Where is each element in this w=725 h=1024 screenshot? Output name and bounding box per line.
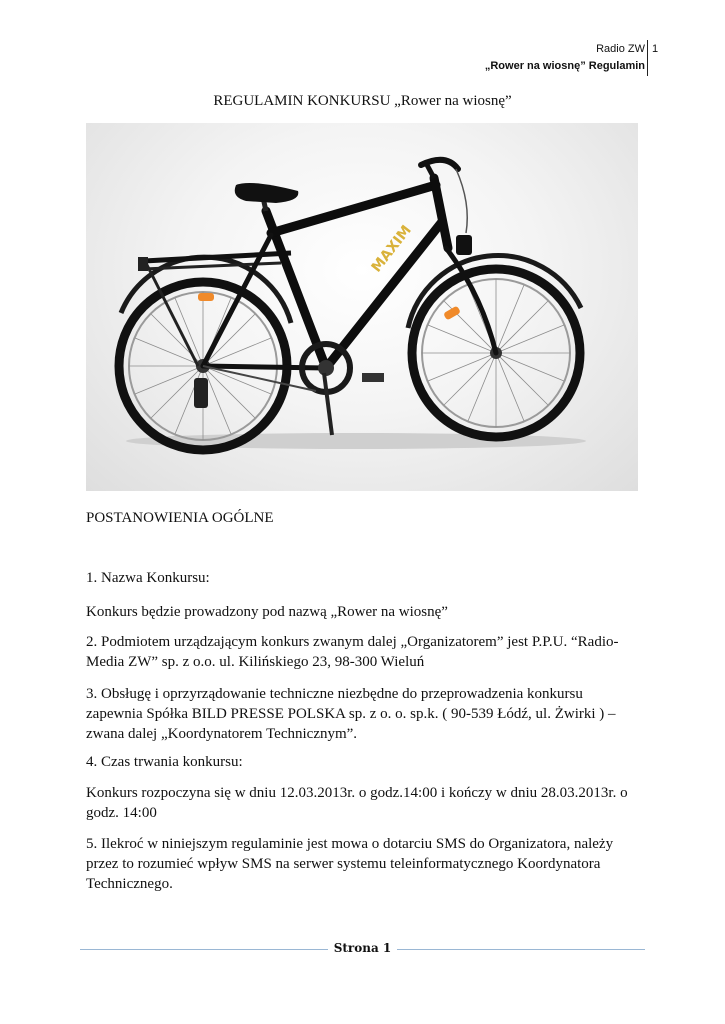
running-header [485,41,645,75]
paragraph-5: 4. Czas trwania konkursu: [86,754,243,770]
footer [0,941,725,955]
bicycle-icon [86,123,638,491]
paragraph-3: 2. Podmiotem urządzającym konkurs zwanym dalej „Organizatorem” jest P.P.U. “Radio-Media ZW” sp. z o.o. ul. Kilińskiego 23, 98-300 Wieluń [86,634,619,670]
paragraph-7: 5. Ilekroć w niniejszym regulaminie jest mowa o dotarciu SMS do Organizatora, należy przez to rozumieć wpływ SMS na serwer systemu teleinformatycznego Koordynatora Technicznego. [86,836,614,892]
header-page-number: 1 [652,43,659,55]
paragraph-1: 1. Nazwa Konkursu: [86,570,210,586]
header-line-2: „Rower na wiosnę” Regulamin [484,60,645,72]
header-line-1: Radio ZW [596,43,645,55]
bicycle-photo [86,123,638,491]
frame-brand-text: MAXIM [368,222,415,276]
paragraph-2: Konkurs będzie prowadzony pod nazwą „Rower na wiosnę” [86,604,448,620]
paragraph-4: 3. Obsługę i oprzyrządowanie techniczne niezbędne do przeprowadzenia konkursu zapewnia Spółka BILD PRESSE POLSKA sp. z o. o. sp.k. ( 90-539 Łódź, ul. Żwirki ) – zwana dalej „Koordynatorem Technicznym”. [86,686,616,742]
header-divider [647,40,648,76]
document-title: REGULAMIN KONKURSU „Rower na wiosnę” [213,93,512,109]
paragraph-6: Konkurs rozpoczyna się w dniu 12.03.2013r. o godz.14:00 i kończy w dniu 28.03.2013r. o godz. 14:00 [86,785,628,821]
section-heading: POSTANOWIENIA OGÓLNE [86,510,274,526]
footer-page-label: Strona 1 [328,941,398,955]
